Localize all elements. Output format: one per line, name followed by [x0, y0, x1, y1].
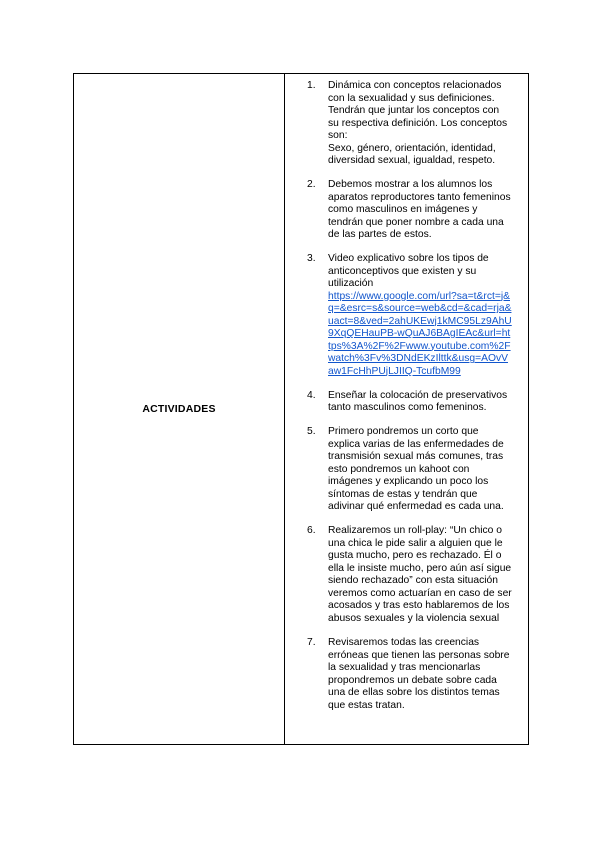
left-column: [74, 74, 285, 744]
item-text: Dinámica con conceptos relacionados con la sexualidad y sus definiciones. Tendrán que juntar los conceptos con su respectiva definición. Los conceptos son:: [328, 80, 508, 141]
item-text: Revisaremos todas las creencias erróneas que tienen las personas sobre la sexualidad y tras mencionarlas propondremos un debate sobre cada una de ellas sobre los distintos temas que estas tratan.: [328, 637, 510, 711]
right-column: [285, 74, 528, 744]
item-text-concepts: Sexo, género, orientación, identidad, diversidad sexual, igualdad, respeto.: [328, 142, 496, 166]
list-item: [307, 179, 512, 242]
item-number: 3.: [307, 253, 316, 265]
item-number: 1.: [307, 80, 316, 91]
activities-label: ACTIVIDADES: [142, 403, 216, 415]
item-number: 4.: [307, 389, 316, 401]
video-link[interactable]: https://www.google.com/url?sa=t&rct=j&q=&esrc=s&source=web&cd=&cad=rja&uact=8&ved=2ahUKEwj1kMC95Lz9AhU9XqQEHauPB-wQuAJ6BAgIEAc&url=https%3A%2F%2Fwww.youtube.com%2Fwatch%3Fv%3DNdEKzIlttk&usg=AOvVaw1FcHhPUjLJIIQ-TcufbM99: [328, 290, 512, 377]
item-text: Debemos mostrar a los alumnos los aparatos reproductores tanto femeninos como masculinos en imágenes y tendrán que poner nombre a cada una de las partes de estos.: [328, 179, 511, 241]
item-number: 6.: [307, 525, 316, 537]
item-text: Enseñar la colocación de preservativos tanto masculinos como femeninos.: [328, 389, 508, 414]
list-item: [307, 426, 512, 514]
list-item: [307, 390, 512, 415]
activities-table: [73, 73, 529, 745]
item-number: 5.: [307, 426, 316, 438]
list-item: [307, 80, 512, 168]
list-item: [307, 637, 512, 712]
activities-list: [307, 80, 512, 724]
list-item: [307, 525, 512, 625]
item-text: Video explicativo sobre los tipos de anticonceptivos que existen y su utilización: [328, 253, 489, 290]
list-item: [307, 253, 512, 378]
item-number: 2.: [307, 179, 316, 191]
item-text: Realizaremos un roll-play: “Un chico o una chica le pide salir a alguien que le gusta mucho, pero es rechazado. Él o ella le insiste mucho, pero aún así sigue siendo rechazado” con esta situación veremos como actuarían en caso de ser acosados y tras esto hablaremos de los abusos sexuales y la violencia sexual: [328, 525, 512, 624]
item-number: 7.: [307, 637, 316, 649]
item-text: Primero pondremos un corto que explica varias de las enfermedades de transmisión sexual más comunes, tras esto pondremos un kahoot con imágenes y explicando un poco los síntomas de estas y tendrán que adivinar qué enfermedad es cada una.: [328, 426, 504, 513]
